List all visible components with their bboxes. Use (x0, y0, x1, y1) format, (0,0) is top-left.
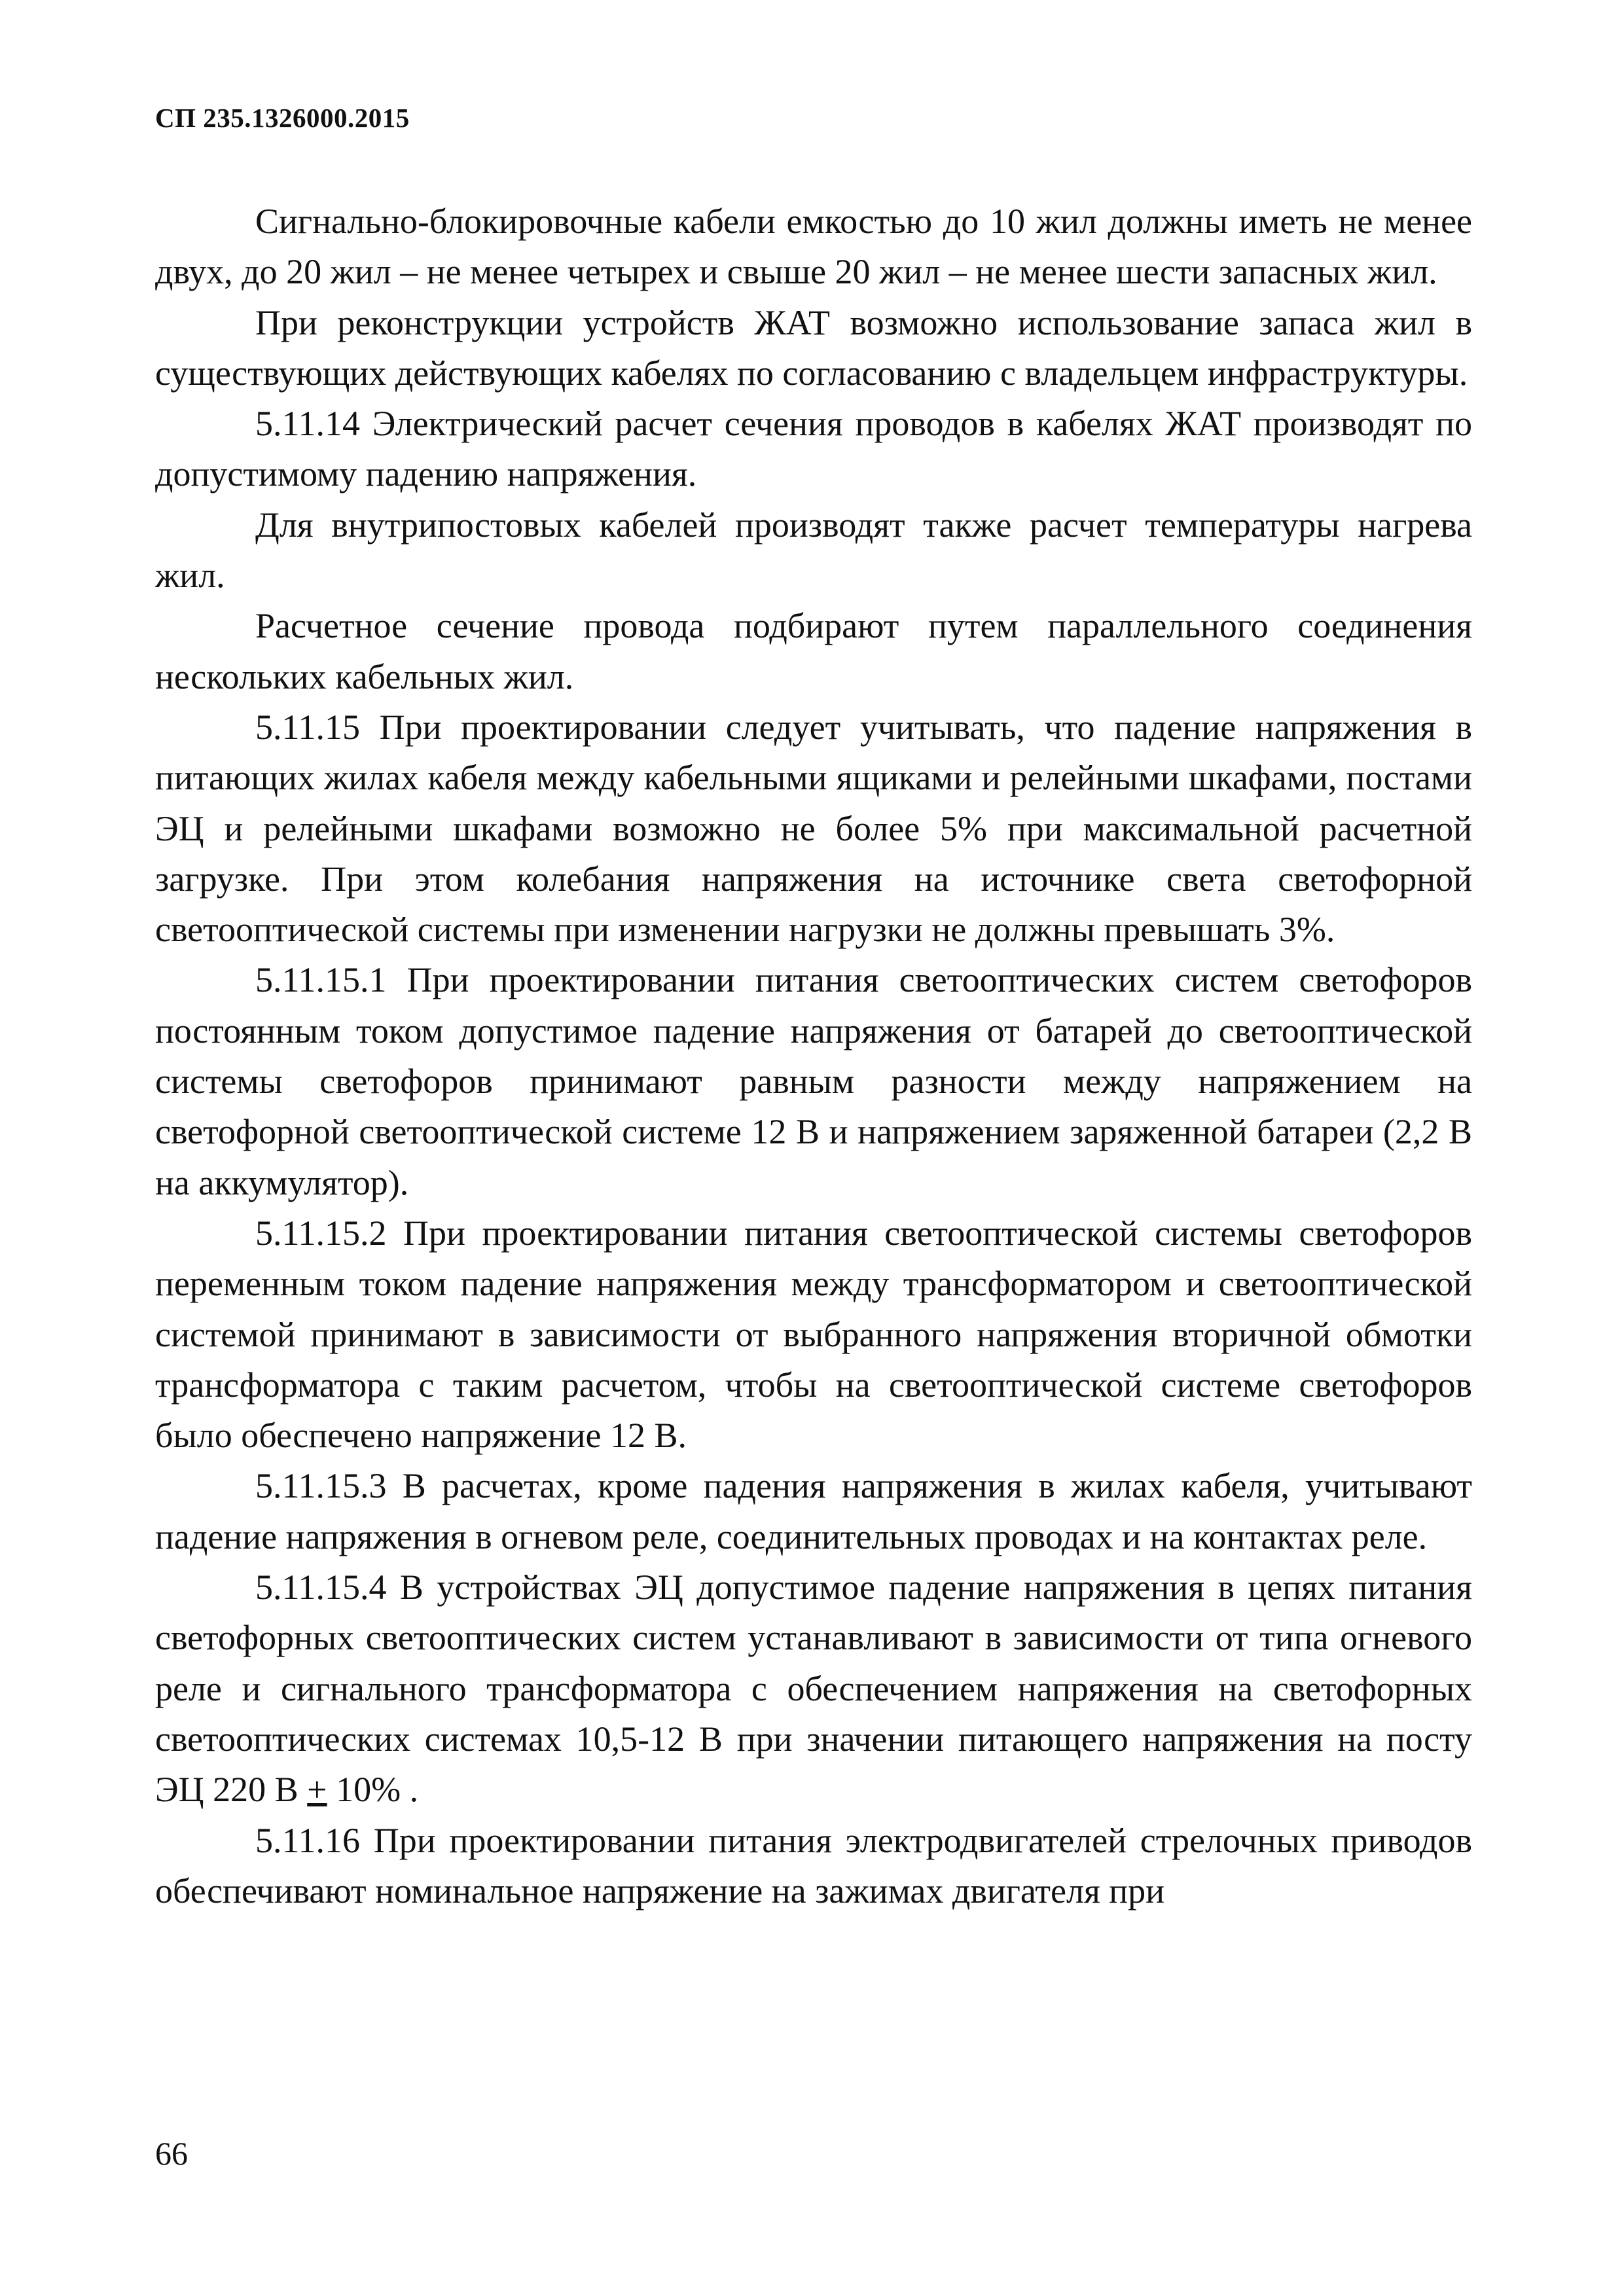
paragraph-5-11-15-3: 5.11.15.3 В расчетах, кроме падения напряжения в жилах кабеля, учитывают падение напряжения в огневом реле, соединительных проводах и на контактах реле. (155, 1466, 1472, 1556)
page-number: 66 (155, 2135, 188, 2172)
plus-minus-sign: + (307, 1770, 327, 1810)
paragraph-5-11-15-4 (155, 1562, 1472, 1815)
paragraph-reconstruction: При реконструкции устройств ЖАТ возможно использование запаса жил в существующих действующих кабелях по согласованию с владельцем инфраструктуры. (155, 302, 1472, 393)
paragraph-5-11-16: 5.11.16 При проектировании питания электродвигателей стрелочных приводов обеспечивают номинальное напряжение на зажимах двигателя при (155, 1820, 1472, 1910)
paragraph-5-11-15: 5.11.15 При проектировании следует учитывать, что падение напряжения в питающих жилах кабеля между кабельными ящиками и релейными шкафами, постами ЭЦ и релейными шкафами возможно не более 5% при максимальной расчетной загрузке. При этом колебания напряжения на источнике света светофорной светооптической системы при изменении нагрузки не должны превышать 3%. (155, 707, 1472, 950)
paragraph-5-11-15-4-text: 5.11.15.4 В устройствах ЭЦ допустимое падение напряжения в цепях питания светофорных светооптических систем устанавливают в зависимости от типа огневого реле и сигнального трансформатора с обеспечением напряжения на светофорных светооптических системах 10,5-12 В при значении питающего напряжения на посту ЭЦ 220 В (155, 1568, 1472, 1810)
document-code-header: СП 235.1326000.2015 (155, 103, 410, 133)
paragraph-5-11-15-1: 5.11.15.1 При проектировании питания светооптических систем светофоров постоянным током допустимое падение напряжения от батарей до светооптической системы светофоров принимают равным разности между напряжением на светофорной светооптической системе 12 В и напряжением заряженной батареи (2,2 В на аккумулятор). (155, 960, 1472, 1202)
paragraph-5-11-15-4-tail: 10% . (327, 1770, 419, 1810)
paragraph-spare-cores: Сигнально-блокировочные кабели емкостью до 10 жил должны иметь не менее двух, до 20 жил – не менее четырех и свыше 20 жил – не менее шести запасных жил. (155, 202, 1472, 292)
paragraph-5-11-14: 5.11.14 Электрический расчет сечения проводов в кабелях ЖАТ производят по допустимому падению напряжения. (155, 404, 1472, 494)
paragraph-5-11-15-2: 5.11.15.2 При проектировании питания светооптической системы светофоров переменным током падение напряжения между трансформатором и светооптической системой принимают в зависимости от выбранного напряжения вторичной обмотки трансформатора с таким расчетом, чтобы на светооптической системе светофоров было обеспечено напряжение 12 В. (155, 1213, 1472, 1456)
document-body (155, 196, 1472, 1916)
paragraph-calculated-section: Расчетное сечение провода подбирают путем параллельного соединения нескольких кабельных жил. (155, 606, 1472, 696)
paragraph-internal-cables: Для внутрипостовых кабелей производят также расчет температуры нагрева жил. (155, 505, 1472, 596)
